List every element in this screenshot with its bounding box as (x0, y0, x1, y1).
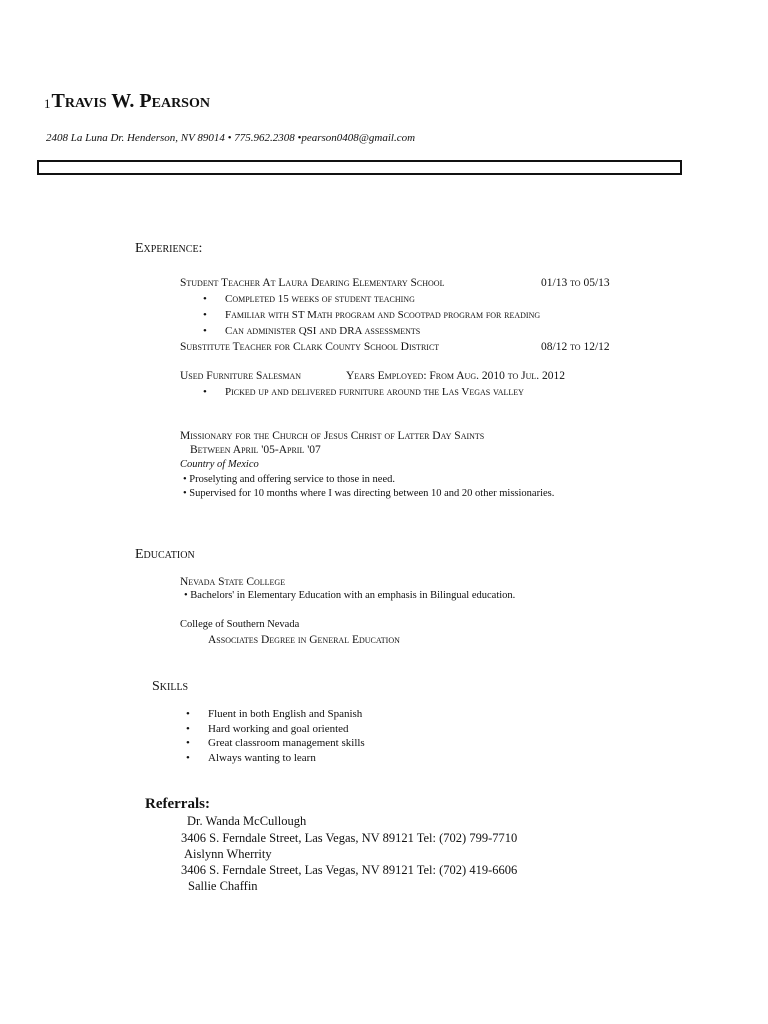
education-heading: Education (135, 547, 195, 562)
referrals-heading: Referrals: (145, 796, 210, 812)
mission-title: Missionary for the Church of Jesus Christ of Latter Day Saints (180, 430, 485, 442)
skills-heading: Skills (152, 679, 189, 694)
mission-line-2: • Supervised for 10 months where I was directing between 10 and 20 other missionaries. (183, 488, 555, 499)
bullet-icon: • (203, 293, 207, 305)
resume-name (44, 90, 210, 113)
referral-address: 3406 S. Ferndale Street, Las Vegas, NV 89121 Tel: (702) 419-6606 (181, 863, 518, 877)
bullet-icon: • (186, 708, 190, 720)
contact-line: 2408 La Luna Dr. Henderson, NV 89014 • 775.962.2308 •pearson0408@gmail.com (46, 132, 416, 144)
mission-country: Country of Mexico (180, 459, 259, 470)
school1-name: Nevada State College (180, 576, 286, 588)
job2-dates: 08/12 to 12/12 (541, 341, 610, 353)
mission-dates: Between April '05-April '07 (190, 444, 321, 456)
bullet-icon: • (186, 752, 190, 764)
name-text: Travis W. Pearson (51, 90, 210, 112)
bullet-icon: • (186, 723, 190, 735)
job1-title: Student Teacher At Laura Dearing Elementary School (180, 277, 445, 289)
bullet-icon: • (186, 737, 190, 749)
bullet-icon: • (203, 386, 207, 398)
job3-dates: Years Employed: From Aug. 2010 to Jul. 2012 (346, 370, 566, 382)
job3-title: Used Furniture Salesman (180, 370, 302, 382)
referral-name: Sallie Chaffin (188, 879, 258, 893)
school2-detail: Associates Degree in General Education (208, 634, 400, 646)
school2-name: College of Southern Nevada (180, 619, 300, 630)
name-number: 1 (44, 96, 51, 111)
referral-name: Dr. Wanda McCullough (187, 814, 307, 828)
school1-detail: • Bachelors' in Elementary Education with an emphasis in Bilingual education. (184, 590, 516, 601)
job1-dates: 01/13 to 05/13 (541, 277, 610, 289)
referral-name: Aislynn Wherrity (184, 847, 272, 861)
mission-line-1: • Proselyting and offering service to those in need. (183, 474, 395, 485)
header-rule (37, 160, 682, 175)
job2-title: Substitute Teacher for Clark County School District (180, 341, 440, 353)
bullet-icon: • (203, 309, 207, 321)
experience-heading: Experience: (135, 241, 203, 256)
bullet-icon: • (203, 325, 207, 337)
referral-address: 3406 S. Ferndale Street, Las Vegas, NV 89121 Tel: (702) 799-7710 (181, 831, 518, 845)
